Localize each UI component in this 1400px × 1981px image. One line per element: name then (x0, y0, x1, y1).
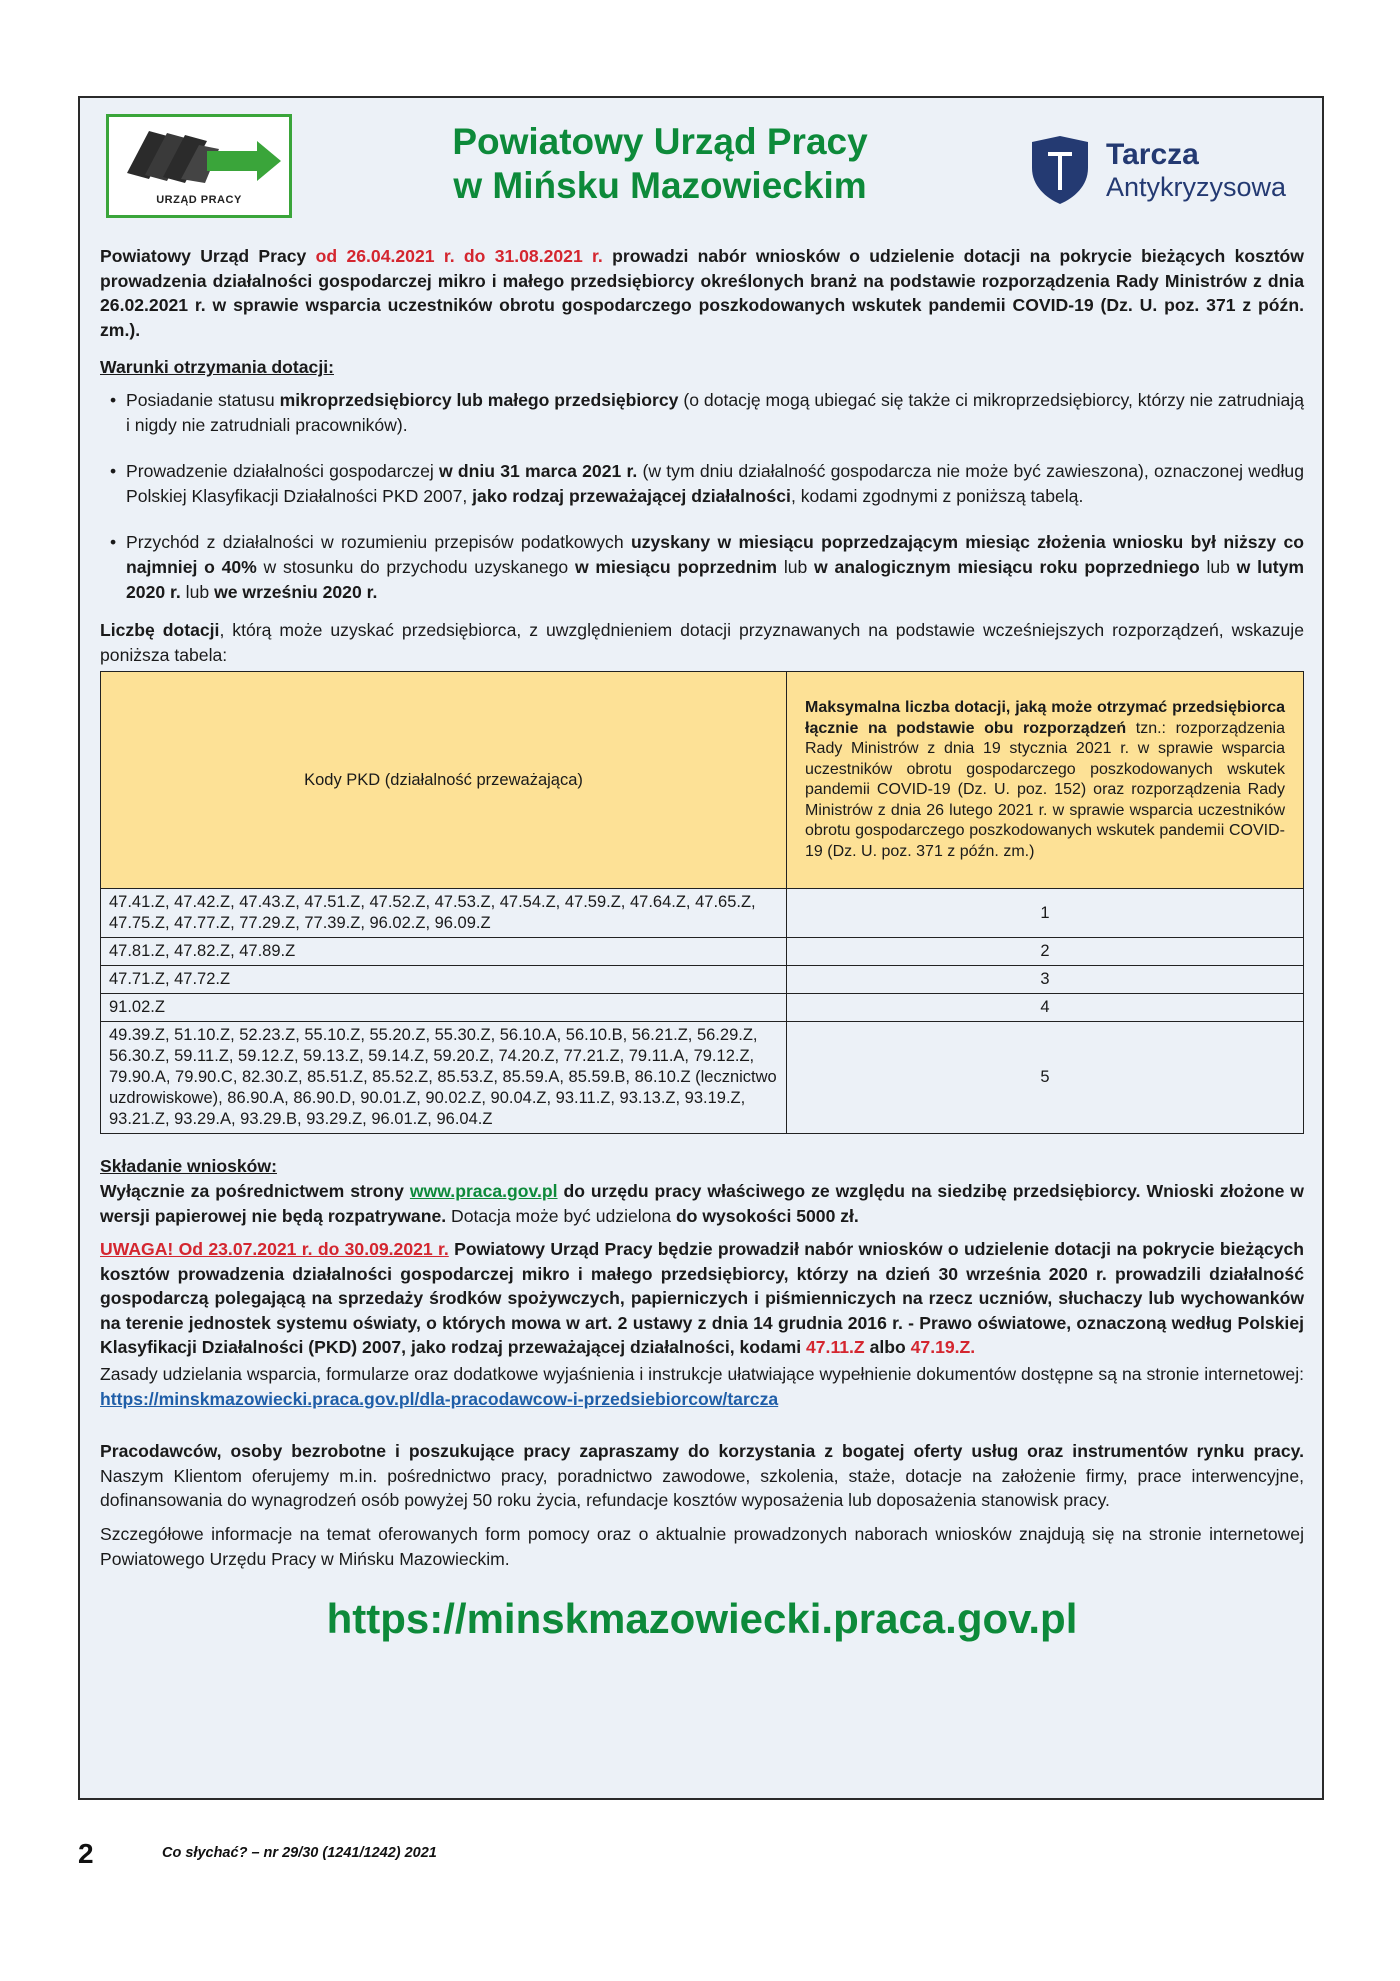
column-header-pkd: Kody PKD (działalność przeważająca) (101, 672, 787, 889)
warning-paragraph: UWAGA! Od 23.07.2021 r. do 30.09.2021 r. Powiatowy Urząd Pracy będzie prowadził nabór wniosków o udzielenie dotacji na pokrycie bieżących kosztów prowadzenia działalności gospodarczej mikro i małego przedsiębiorcy, którzy na dzień 30 września 2020 r. prowadzili działalność gospodarczą polegającą na sprzedaży środków spożywczych, papierniczych i piśmienniczych na rzecz uczniów, słuchaczy lub wychowanków na terenie jednostek systemu oświaty, o których mowa w art. 2 ustawy z dnia 14 grudnia 2016 r. - Prawo oświatowe, oznaczoną według Polskiej Klasyfikacji Działalności (PKD) 2007, jako rodzaj przeważającej działalności, kodami 47.11.Z albo 47.19.Z. (100, 1239, 1304, 1358)
urzad-pracy-logo (106, 114, 292, 218)
submission-paragraph: Wyłącznie za pośrednictwem strony www.praca.gov.pl do urzędu pracy właściwego ze względu na siedzibę przedsiębiorcy. Wnioski złożone w wersji papierowej nie będą rozpatrywane. Dotacja może być udzielona do wysokości 5000 zł. (100, 1180, 1304, 1226)
tarcza-title: Tarcza (1106, 138, 1199, 171)
tarcza-subtitle: Antykryzysowa (1106, 172, 1287, 202)
main-content (100, 244, 1305, 1643)
title-line-2: w Mińsku Mazowieckim (453, 165, 867, 206)
count-cell: 5 (787, 1022, 1304, 1134)
website-url[interactable]: https://minskmazowiecki.praca.gov.pl (326, 1595, 1078, 1643)
invite-paragraph: Pracodawców, osoby bezrobotne i poszukujące pracy zapraszamy do korzystania z bogatej oferty usług oraz instrumentów rynku pracy. Naszym Klientom oferujemy m.in. pośrednictwo pracy, poradnictwo zawodowe, szkolenia, staże, dotacje na założenie firmy, prace interwencyjne, dofinansowania do wynagrodzeń osób powyżej 50 roku życia, refundacje kosztów wyposażenia lub doposażenia stanowisk pracy. (100, 1441, 1304, 1511)
logo-text: URZĄD PRACY (156, 194, 242, 206)
count-cell: 3 (787, 966, 1304, 994)
table-row (101, 994, 1304, 1022)
tarcza-page-link[interactable]: https://minskmazowiecki.praca.gov.pl/dla-pracodawcow-i-przedsiebiorcow/tarcza (100, 1388, 779, 1409)
table-header-row (101, 672, 1304, 889)
pkd-codes-cell: 47.41.Z, 47.42.Z, 47.43.Z, 47.51.Z, 47.52.Z, 47.53.Z, 47.54.Z, 47.59.Z, 47.64.Z, 47.65.Z, 47.75.Z, 47.77.Z, 77.29.Z, 77.39.Z, 96.02.Z, 96.09.Z (101, 889, 787, 938)
pkd-codes-cell: 49.39.Z, 51.10.Z, 52.23.Z, 55.10.Z, 55.20.Z, 55.30.Z, 56.10.A, 56.10.B, 56.21.Z, 56.29.Z, 56.30.Z, 59.11.Z, 59.12.Z, 59.13.Z, 59.14.Z, 59.20.Z, 74.20.Z, 77.21.Z, 79.11.A, 79.12.Z, 79.90.A, 79.90.C, 82.30.Z, 85.51.Z, 85.52.Z, 85.53.Z, 85.59.A, 85.59.B, 86.10.Z (lecznictwo uzdrowiskowe), 86.90.A, 86.90.D, 90.01.Z, 90.02.Z, 90.04.Z, 93.11.Z, 93.13.Z, 93.19.Z, 93.21.Z, 93.29.A, 93.29.B, 93.29.Z, 96.01.Z, 96.04.Z (101, 1022, 787, 1134)
logo-cards-arrow-icon (109, 121, 289, 193)
condition-item-2: • Prowadzenie działalności gospodarczej w dniu 31 marca 2021 r. (w tym dniu działalność gospodarcza nie może być zawieszona), oznaczonej według Polskiej Klasyfikacji Działalności PKD 2007, jako rodzaj przeważającej działalności, kodami zgodnymi z poniższą tabelą. (100, 459, 1304, 508)
count-cell: 2 (787, 938, 1304, 966)
title-line-1: Powiatowy Urząd Pracy (452, 121, 868, 162)
pkd-codes-cell: 91.02.Z (101, 994, 787, 1022)
submission-heading: Składanie wniosków: (100, 1156, 277, 1177)
table-row (101, 966, 1304, 994)
table-row (101, 889, 1304, 938)
count-cell: 4 (787, 994, 1304, 1022)
tarcza-antykryzysowa-logo (1028, 134, 1318, 214)
table-row (101, 938, 1304, 966)
conditions-list (100, 388, 1304, 604)
rules-paragraph: Zasady udzielania wsparcia, formularze oraz dodatkowe wyjaśnienia i instrukcje ułatwiające wypełnienie dokumentów dostępne są na stronie internetowej: https://minskmazowiecki.praca.gov.pl/dla-pracodawcow-i-przedsiebiorcow/tarcza (100, 1364, 1304, 1409)
pkd-codes-cell: 47.81.Z, 47.82.Z, 47.89.Z (101, 938, 787, 966)
intro-paragraph: Powiatowy Urząd Pracy od 26.04.2021 r. do 31.08.2021 r. prowadzi nabór wniosków o udzielenie dotacji na pokrycie bieżących kosztów prowadzenia działalności gospodarczej mikro i małego przedsiębiorcy określonych branż na podstawie rozporządzenia Rady Ministrów z dnia 26.02.2021 r. w sprawie wsparcia uczestników obrotu gospodarczego poszkodowanych wskutek pandemii COVID-19 (Dz. U. poz. 371 z późn. zm.). (100, 246, 1304, 340)
announcement-panel (78, 96, 1324, 1800)
pkd-table (100, 671, 1304, 1134)
pkd-codes-cell: 47.71.Z, 47.72.Z (101, 966, 787, 994)
footer-issue: Co słychać? – nr 29/30 (1241/1242) 2021 (162, 1845, 437, 1861)
count-cell: 1 (787, 889, 1304, 938)
details-paragraph: Szczegółowe informacje na temat oferowanych form pomocy oraz o aktualnie prowadzonych naborach wniosków znajdują się na stronie internetowej Powiatowego Urzędu Pracy w Mińsku Mazowieckim. (100, 1524, 1304, 1569)
shield-icon (1028, 134, 1092, 206)
warning-dates: UWAGA! Od 23.07.2021 r. do 30.09.2021 r. (100, 1239, 449, 1260)
condition-item-3: • Przychód z działalności w rozumieniu przepisów podatkowych uzyskany w miesiącu poprzedzającym miesiąc złożenia wniosku był niższy co najmniej o 40% w stosunku do przychodu uzyskanego w miesiącu poprzednim lub w analogicznym miesiącu roku poprzedniego lub w lutym 2020 r. lub we wrześniu 2020 r. (100, 530, 1304, 604)
page-number: 2 (78, 1838, 94, 1869)
page-title (380, 120, 940, 208)
condition-item-1: • Posiadanie statusu mikroprzedsiębiorcy lub małego przedsiębiorcy (o dotację mogą ubiegać się także ci mikroprzedsiębiorcy, którzy nie zatrudniają i nigdy nie zatrudniali pracowników). (100, 388, 1304, 437)
intro-dates: od 26.04.2021 r. do 31.08.2021 r. (315, 246, 603, 266)
column-header-max-count: Maksymalna liczba dotacji, jaką może otrzymać przedsiębiorca łącznie na podstawie obu rozporządzeń tzn.: rozporządzenia Rady Ministrów z dnia 19 stycznia 2021 r. w sprawie wsparcia uczestników obrotu gospodarczego poszkodowanych wskutek pandemii COVID-19 (Dz. U. poz. 152) oraz rozporządzenia Rady Ministrów z dnia 26 lutego 2021 r. w sprawie wsparcia uczestników obrotu gospodarczego poszkodowanych wskutek pandemii COVID-19 (Dz. U. poz. 371 z późn. zm.) (787, 672, 1304, 889)
praca-gov-link[interactable]: www.praca.gov.pl (409, 1180, 558, 1201)
table-row (101, 1022, 1304, 1134)
count-intro: Liczbę dotacji, którą może uzyskać przedsiębiorca, z uwzględnieniem dotacji przyznawanych na podstawie wcześniejszych rozporządzeń, wskazuje poniższa tabela: (100, 620, 1305, 665)
conditions-heading: Warunki otrzymania dotacji: (100, 357, 334, 378)
